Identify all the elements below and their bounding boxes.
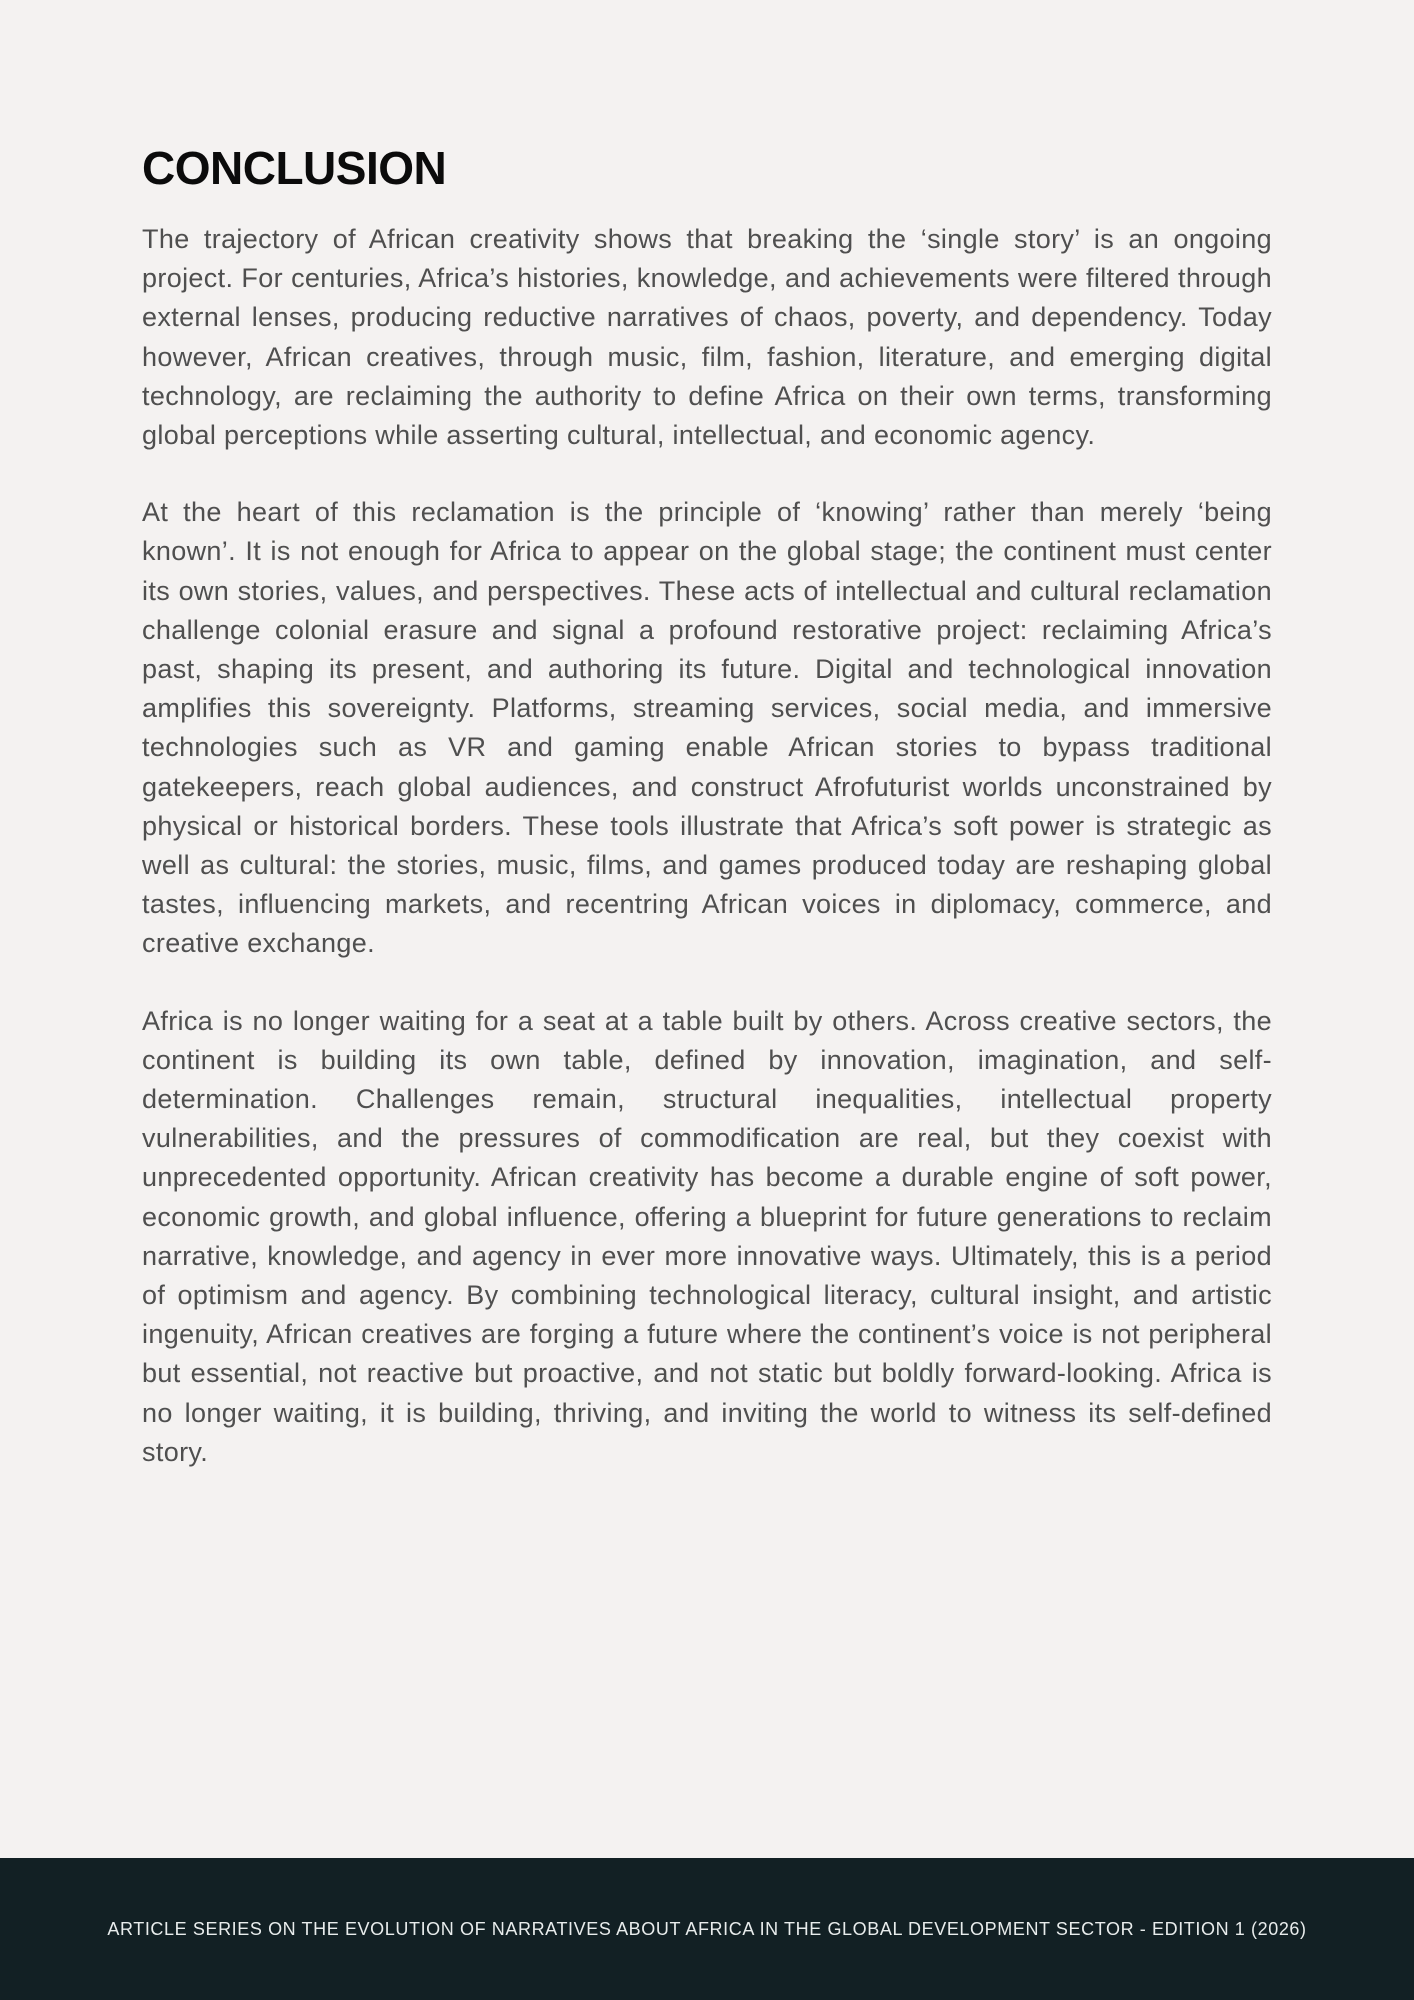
paragraph-1: The trajectory of African creativity shows that breaking the ‘single story’ is an ongoing project. For centuries, Africa’s histories, knowledge, and achievements were filtered through external lenses, producing reductive narratives of chaos, poverty, and dependency. Today however, African creatives, through music, film, fashion, literature, and emerging digital technology, are reclaiming the authority to define Africa on their own terms, transforming global perceptions while asserting cultural, intellectual, and economic agency.: [142, 224, 1272, 451]
paragraph-2: At the heart of this reclamation is the principle of ‘knowing’ rather than merely ‘being known’. It is not enough for Africa to appear on the global stage; the continent must center its own stories, values, and perspectives. These acts of intellectual and cultural reclamation challenge colonial erasure and signal a profound restorative project: reclaiming Africa’s past, shaping its present, and authoring its future. Digital and technological innovation amplifies this sovereignty. Platforms, streaming services, social media, and immersive technologies such as VR and gaming enable African stories to bypass traditional gatekeepers, reach global audiences, and construct Afrofuturist worlds unconstrained by physical or historical borders. These tools illustrate that Africa’s soft power is strategic as well as cultural: the stories, music, films, and games produced today are reshaping global tastes, influencing markets, and recentring African voices in diplomacy, commerce, and creative exchange.: [142, 497, 1272, 959]
page-footer: [0, 1858, 1414, 2000]
footer-series-text: ARTICLE SERIES ON THE EVOLUTION OF NARRATIVES ABOUT AFRICA IN THE GLOBAL DEVELOPMENT SECTOR - EDITION 1 (2026): [107, 1918, 1307, 1939]
paragraph-3: Africa is no longer waiting for a seat at a table built by others. Across creative sectors, the continent is building its own table, defined by innovation, imagination, and self-determination. Challenges remain, structural inequalities, intellectual property vulnerabilities, and the pressures of commodification are real, but they coexist with unprecedented opportunity. African creativity has become a durable engine of soft power, economic growth, and global influence, offering a blueprint for future generations to reclaim narrative, knowledge, and agency in ever more innovative ways. Ultimately, this is a period of optimism and agency. By combining technological literacy, cultural insight, and artistic ingenuity, African creatives are forging a future where the continent’s voice is not peripheral but essential, not reactive but proactive, and not static but boldly forward-looking. Africa is no longer waiting, it is building, thriving, and inviting the world to witness its self-defined story.: [142, 1005, 1272, 1467]
page-title: CONCLUSION: [142, 142, 447, 194]
document-body: [142, 136, 1272, 1510]
